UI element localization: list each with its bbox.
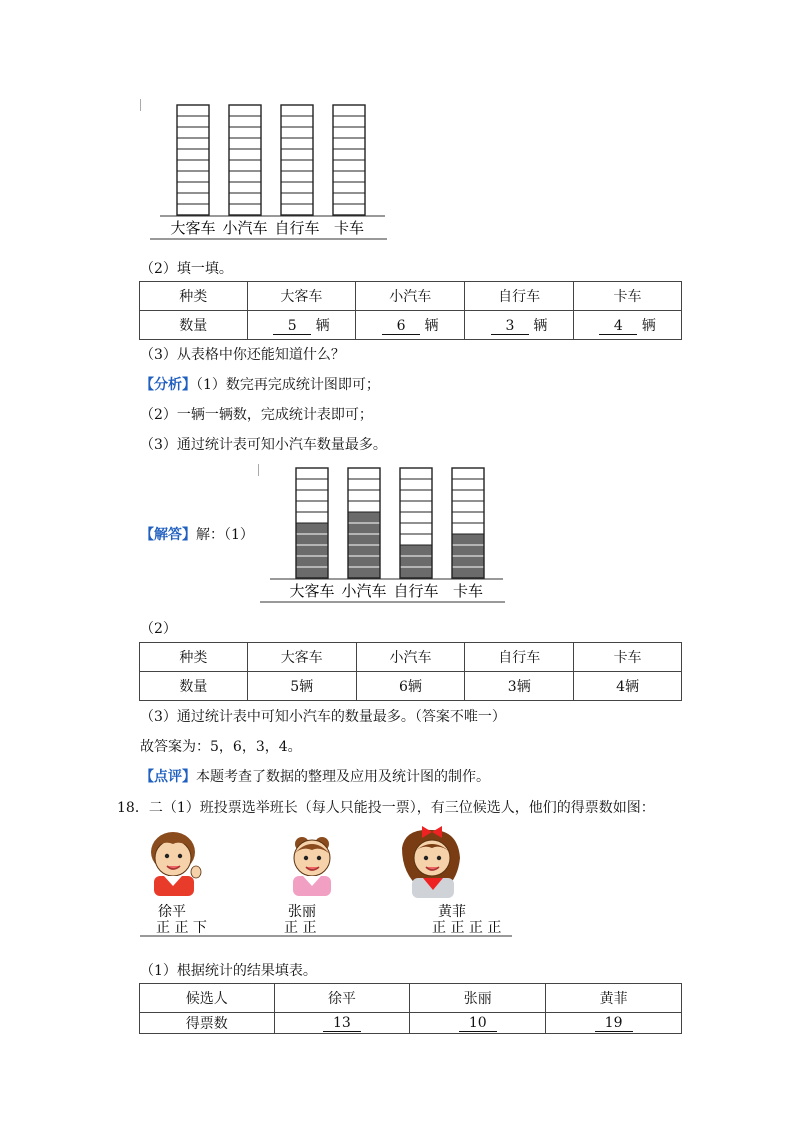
- empty-block: [177, 204, 209, 215]
- table-row-label: 数量: [140, 311, 248, 340]
- empty-block: [400, 512, 432, 523]
- empty-block: [452, 501, 484, 512]
- tally-marks: 正 正 下: [156, 920, 207, 936]
- filled-block: [296, 556, 328, 567]
- table-header-cell: 徐平: [274, 984, 410, 1013]
- empty-block: [177, 105, 209, 116]
- table-header-cell: 张丽: [410, 984, 546, 1013]
- empty-block: [400, 501, 432, 512]
- empty-block: [281, 116, 313, 127]
- answer-blank: 6: [382, 318, 420, 335]
- category-label: 小汽车: [222, 219, 268, 237]
- table-cell: [410, 1013, 546, 1034]
- empty-block: [333, 149, 365, 160]
- final-answer: 故答案为：5，6，3，4。: [140, 739, 302, 755]
- category-label: 卡车: [452, 582, 484, 600]
- empty-block: [281, 160, 313, 171]
- category-label: 自行车: [274, 219, 320, 237]
- empty-block: [400, 523, 432, 534]
- empty-block: [348, 468, 380, 479]
- empty-block: [229, 127, 261, 138]
- comment-line: [140, 766, 490, 786]
- table-cell: [274, 1013, 410, 1034]
- girl-with-bow-avatar: [402, 826, 460, 898]
- empty-block: [333, 138, 365, 149]
- filled-block: [348, 534, 380, 545]
- question-2-fill: （2）填一填。: [140, 261, 233, 277]
- question-18-1: （1）根据统计的结果填表。: [140, 963, 317, 979]
- answer-blank: 3: [491, 318, 529, 335]
- empty-block: [281, 193, 313, 204]
- empty-block: [229, 204, 261, 215]
- empty-block: [177, 193, 209, 204]
- candidate-name: 黄菲: [438, 904, 466, 920]
- filled-block: [348, 556, 380, 567]
- empty-block: [177, 182, 209, 193]
- answer-blank: 4: [599, 318, 637, 335]
- empty-block: [452, 512, 484, 523]
- table-header-cell: 自行车: [465, 643, 574, 672]
- empty-block: [281, 105, 313, 116]
- question-18: 18．二（1）班投票选举班长（每人只能投一票），有三位候选人，他们的得票数如图：: [117, 800, 655, 816]
- filled-block: [452, 567, 484, 578]
- empty-block: [229, 182, 261, 193]
- answer-blank: 5: [273, 318, 311, 335]
- unit-label: 辆: [641, 318, 656, 334]
- empty-block: [296, 490, 328, 501]
- tally-marks: 正 正 正 正: [432, 920, 502, 936]
- filled-block: [452, 556, 484, 567]
- category-label: 小汽车: [341, 582, 387, 600]
- empty-block: [333, 105, 365, 116]
- answer-prefix: 解：（1）: [196, 527, 254, 543]
- table-cell: 5辆: [247, 672, 356, 701]
- answer-blank: 10: [459, 1015, 497, 1032]
- empty-block: [177, 160, 209, 171]
- empty-block: [281, 138, 313, 149]
- empty-block: [229, 171, 261, 182]
- empty-block: [333, 160, 365, 171]
- empty-block: [452, 490, 484, 501]
- answer-tag: 【解答】: [140, 527, 196, 543]
- empty-block: [296, 512, 328, 523]
- empty-block: [333, 182, 365, 193]
- table-cell: 4辆: [574, 672, 682, 701]
- table-cell: 3辆: [465, 672, 574, 701]
- blank-bar-chart: [140, 95, 390, 245]
- empty-block: [400, 490, 432, 501]
- empty-block: [333, 127, 365, 138]
- table-cell: 6辆: [356, 672, 465, 701]
- table-header-cell: 卡车: [574, 643, 682, 672]
- filled-block: [452, 545, 484, 556]
- filled-block: [400, 556, 432, 567]
- table-header-cell: 小汽车: [356, 282, 465, 311]
- empty-block: [177, 116, 209, 127]
- analysis-line-3: （3）通过统计表可知小汽车数量最多。: [140, 437, 387, 453]
- empty-block: [281, 204, 313, 215]
- filled-block: [348, 512, 380, 523]
- table-header-cell: 候选人: [140, 984, 275, 1013]
- table-header-cell: 卡车: [574, 282, 682, 311]
- unit-label: 辆: [315, 318, 330, 334]
- empty-block: [229, 160, 261, 171]
- tally-marks: 正 正: [284, 920, 317, 936]
- table-cell: [465, 311, 574, 340]
- unit-label: 辆: [533, 318, 548, 334]
- filled-block: [296, 534, 328, 545]
- candidates-figure: [140, 818, 512, 940]
- empty-block: [281, 127, 313, 138]
- filled-bar-chart: [258, 460, 508, 605]
- filled-block: [400, 567, 432, 578]
- filled-block: [348, 523, 380, 534]
- empty-block: [281, 171, 313, 182]
- empty-block: [452, 523, 484, 534]
- filled-block: [400, 545, 432, 556]
- category-label: 大客车: [170, 219, 216, 237]
- empty-block: [400, 479, 432, 490]
- comment-text: 本题考查了数据的整理及应用及统计图的制作。: [196, 769, 490, 785]
- answer-blank: 13: [323, 1015, 361, 1032]
- count-table-answer: [139, 642, 682, 701]
- category-label: 卡车: [333, 219, 365, 237]
- empty-block: [348, 501, 380, 512]
- table-header-cell: 黄菲: [546, 984, 682, 1013]
- empty-block: [177, 149, 209, 160]
- unit-label: 辆: [424, 318, 439, 334]
- analysis-tag: 【分析】: [140, 377, 196, 393]
- filled-block: [296, 523, 328, 534]
- answer-blank: 19: [595, 1015, 633, 1032]
- empty-block: [348, 490, 380, 501]
- analysis-text: （1）数完再完成统计图即可；: [196, 377, 380, 393]
- empty-block: [229, 149, 261, 160]
- empty-block: [281, 149, 313, 160]
- table-header-cell: 种类: [140, 643, 248, 672]
- empty-block: [229, 193, 261, 204]
- question-3: （3）从表格中你还能知道什么？: [140, 347, 345, 363]
- boy-avatar: [151, 832, 201, 896]
- table-cell: [247, 311, 356, 340]
- table-header-cell: 大客车: [247, 282, 356, 311]
- filled-block: [348, 567, 380, 578]
- empty-block: [296, 468, 328, 479]
- filled-block: [348, 545, 380, 556]
- empty-block: [177, 138, 209, 149]
- empty-block: [177, 171, 209, 182]
- girl-avatar: [293, 837, 331, 896]
- analysis-line-1: [140, 374, 380, 394]
- empty-block: [400, 534, 432, 545]
- empty-block: [348, 479, 380, 490]
- answer-3: （3）通过统计表中可知小汽车的数量最多。（答案不唯一）: [140, 709, 506, 725]
- empty-block: [333, 204, 365, 215]
- category-label: 自行车: [393, 582, 439, 600]
- empty-block: [452, 468, 484, 479]
- table-row-label: 得票数: [140, 1013, 275, 1034]
- table-header-cell: 小汽车: [356, 643, 465, 672]
- empty-block: [229, 105, 261, 116]
- empty-block: [333, 116, 365, 127]
- filled-block: [452, 534, 484, 545]
- empty-block: [452, 479, 484, 490]
- table-cell: [356, 311, 465, 340]
- analysis-line-2: （2）一辆一辆数，完成统计表即可；: [140, 407, 373, 423]
- table-cell: [574, 311, 682, 340]
- answer-line-1: [140, 524, 254, 544]
- empty-block: [229, 116, 261, 127]
- filled-block: [296, 545, 328, 556]
- table-header-cell: 种类: [140, 282, 248, 311]
- empty-block: [281, 182, 313, 193]
- empty-block: [400, 468, 432, 479]
- category-label: 大客车: [289, 582, 335, 600]
- table-header-cell: 自行车: [465, 282, 574, 311]
- empty-block: [229, 138, 261, 149]
- empty-block: [333, 193, 365, 204]
- table-row-label: 数量: [140, 672, 248, 701]
- table-header-cell: 大客车: [247, 643, 356, 672]
- answer-2-label: （2）: [140, 621, 177, 637]
- candidate-name: 张丽: [288, 904, 316, 920]
- table-cell: [546, 1013, 682, 1034]
- comment-tag: 【点评】: [140, 769, 196, 785]
- empty-block: [296, 479, 328, 490]
- count-table-blank: [139, 281, 682, 340]
- empty-block: [296, 501, 328, 512]
- vote-table: [139, 983, 682, 1034]
- empty-block: [333, 171, 365, 182]
- candidate-name: 徐平: [158, 904, 186, 920]
- filled-block: [296, 567, 328, 578]
- empty-block: [177, 127, 209, 138]
